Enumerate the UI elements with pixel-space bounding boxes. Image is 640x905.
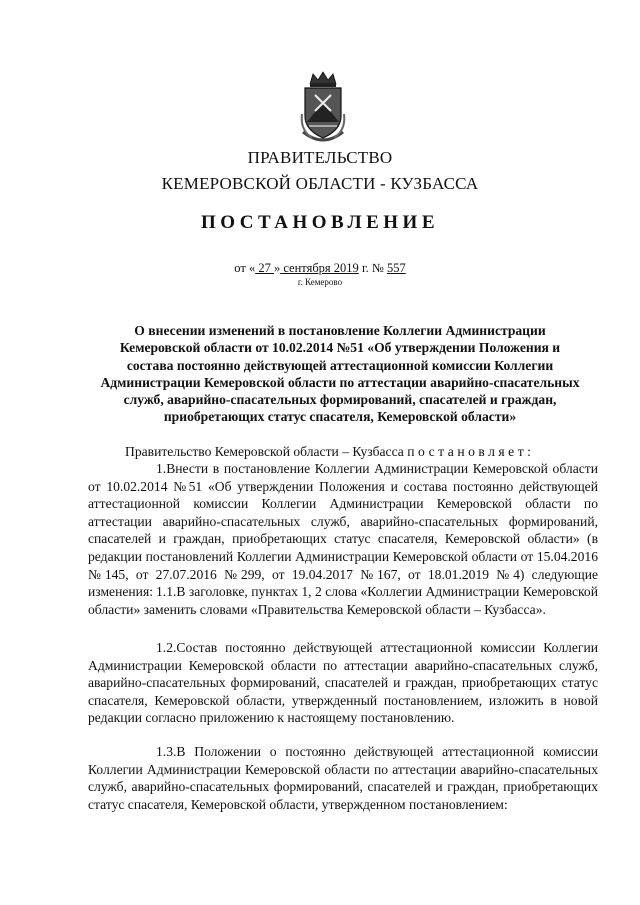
document-title: О внесении изменений в постановление Коллегии Администрации Кемеровской области от 10.02.2014 №51 «Об утверждении Положения и состава постоянно действующей аттестационной комиссии Коллегии Администрации Кемеровской области по аттестации аварийно-спасательных служб, аварийно-спасательных формирований, спасателей и граждан, приобретающих статус спасателя, Кемеровской области» <box>100 323 580 425</box>
paragraph-text: В Положении о постоянно действующей аттестационной комиссии Коллегии Администрации Кемеровской области по аттестации аварийно-спасательных служб, аварийно-спасательных формирований, спасателей и граждан, приобретающих статус спасателя, Кемеровской области, утвержденном постановлением: <box>88 744 598 812</box>
organization-name: ПРАВИТЕЛЬСТВО <box>247 148 393 167</box>
date-day-close: » <box>273 261 281 275</box>
paragraph-text: Состав постоянно действующей аттестационной комиссии Коллегии Администрации Кемеровской области по аттестации аварийно-спасательных служб, аварийно-спасательных формирований, спасателей и граждан, приобретающих статус спасателя, Кемеровской области, утвержденный постановлением, изложить в новой редакции согласно приложению к настоящему постановлению. <box>88 640 598 726</box>
number-label: № <box>368 261 387 275</box>
paragraph-number: 1.1. <box>156 584 177 599</box>
paragraph-number: 1.3. <box>156 744 177 759</box>
intro-line <box>125 444 534 460</box>
paragraph-number: 1.2. <box>156 640 177 655</box>
document-type: ПОСТАНОВЛЕНИЕ <box>200 212 440 233</box>
organization-region: КЕМЕРОВСКОЙ ОБЛАСТИ - КУЗБАССА <box>161 174 479 193</box>
paragraph-text: Внести в постановление Коллегии Администрации Кемеровской области от 10.02.2014 №51 «Об утверждении Положения и состава постоянно действующей аттестационной комиссии Коллегии Администрации Кемеровской области по аттестации аварийно-спасательных служб, аварийно-спасательных формирований, спасателей и граждан, приобретающих статус спасателя, Кемеровской области» (в редакции постановлений Коллегии Администрации Кемеровской области от 15.04.2016 №145, от 27.07.2016 №299, от 19.04.2017 №167, от 18.01.2019 №4) следующие изменения: <box>88 461 598 600</box>
intro-text: Правительство Кемеровской области – Кузбасса <box>125 444 408 459</box>
document-number: 557 <box>386 261 406 275</box>
paragraph-1-2 <box>88 639 598 727</box>
document-city: г. Кемерово <box>297 277 343 287</box>
intro-decree-word: постановляет: <box>407 444 535 459</box>
date-year-suffix: г. <box>358 261 369 275</box>
date-day: 27 <box>255 261 274 275</box>
paragraph-1-1 <box>88 583 598 618</box>
paragraph-number: 1. <box>156 461 167 476</box>
paragraph-1-3 <box>88 743 598 813</box>
paragraph-text: В заголовке, пунктах 1, 2 слова «Коллегии Администрации Кемеровской области» заменить словами «Правительства Кемеровской области – Кузбасса». <box>88 584 598 617</box>
date-from-label: от « <box>234 261 256 275</box>
document-date-number <box>0 261 640 276</box>
coat-of-arms-icon <box>298 70 348 148</box>
paragraph-1 <box>88 460 598 601</box>
date-month-year: сентября 2019 <box>280 261 359 275</box>
